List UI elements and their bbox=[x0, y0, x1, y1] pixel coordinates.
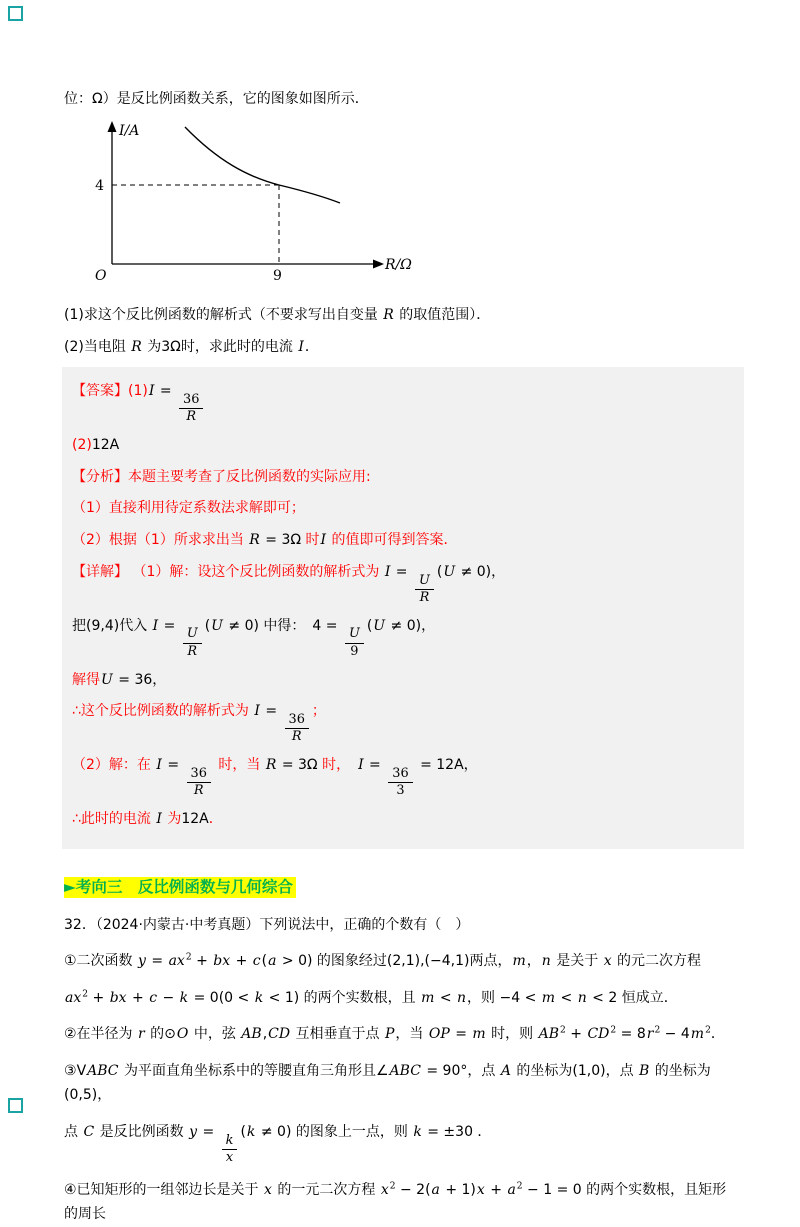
answer-line-analysis-2: （2）根据（1）所求求出当 R = 3Ω 时I 的值即可得到答案． bbox=[72, 532, 458, 549]
answer-box bbox=[62, 367, 744, 849]
x-axis-arrow-icon bbox=[373, 260, 384, 269]
problem-32 bbox=[64, 913, 740, 1227]
y-axis-label: I/A bbox=[119, 123, 140, 140]
answer-line-answer-2: (2)12A bbox=[72, 437, 120, 454]
y-axis-arrow-icon bbox=[108, 121, 117, 132]
hyperbola-curve bbox=[185, 127, 340, 203]
x-tick-label: 9 bbox=[273, 268, 282, 285]
problem-32-item-3-line-1: ③VABC 为平面直角坐标系中的等腰直角三角形且∠ABC = 90°，点 A 的坐标为(1,0)，点 B 的坐标为(0,5)， bbox=[64, 1062, 711, 1104]
section-heading-text: ►考向三 反比例函数与几何综合 bbox=[64, 877, 296, 898]
answer-line-detail-5: （2）解：在 I = $\frac{36}{R}$ 时，当 R = 3Ω 时， I = $\frac{36}{3}$ = 12A， bbox=[72, 757, 478, 799]
problem-32-item-2: ②在半径为 r 的⊙O 中，弦 AB,CD 互相垂直于点 P，当 OP = m 时，则 $AB^2 + CD^2 = 8r^2 - 4m^2$． bbox=[64, 1025, 725, 1043]
answer-line-answer-1: 【答案】(1)I = $\frac{36}{R}$ bbox=[72, 381, 734, 425]
problem-32-item-3-line-2: 点 C 是反比例函数 y = $\frac{k}{x}$ (k ≠ 0) 的图象上一点，则 k = ±30 ． bbox=[64, 1123, 492, 1165]
function-graph bbox=[82, 119, 740, 298]
section-heading bbox=[64, 875, 740, 897]
page-anchor-marker-top bbox=[8, 6, 23, 21]
intro-line: 位：Ω）是反比例函数关系，它的图象如图所示． bbox=[64, 91, 369, 107]
answer-line-detail-3: 解得U = 36， bbox=[72, 671, 167, 688]
question-1: (1)求这个反比例函数的解析式（不要求写出自变量 R 的取值范围）． bbox=[64, 307, 491, 324]
problem-32-item-1-line-2: $ax^2$ + bx + c − k = 0(0 < k < 1) 的两个实数根，且 m < n，则 −4 < m < n < 2 恒成立． bbox=[65, 989, 678, 1006]
answer-line-analysis-1: （1）直接利用待定系数法求解即可； bbox=[72, 500, 305, 517]
problem-32-item-4: ④已知矩形的一组邻边长是关于 x 的一元二次方程 $x^2 - 2(a + 1)x + a^2 - 1 = 0$ 的两个实数根，且矩形的周长 bbox=[64, 1181, 727, 1223]
problem-32-title: 32．（2024·内蒙古·中考真题）下列说法中，正确的个数有（ ） bbox=[64, 916, 470, 933]
x-axis-label: R/Ω bbox=[385, 257, 412, 274]
answer-line-detail-6: ∴此时的电流 I 为12A． bbox=[72, 811, 223, 828]
answer-line-detail-1: 【详解】 （1）解：设这个反比例函数的解析式为 I = $\frac{U}{R}$ (U ≠ 0)， bbox=[72, 563, 506, 605]
problem-32-item-1-line-1: ①二次函数 $y = ax^2$ + bx + c(a > 0) 的图象经过(2,1),(−4,1)两点，m，n 是关于 x 的元二次方程 bbox=[64, 952, 702, 970]
page-anchor-marker-bottom bbox=[8, 1098, 23, 1113]
answer-line-analysis: 【分析】本题主要考查了反比例函数的实际应用: bbox=[72, 468, 371, 485]
origin-label: O bbox=[95, 268, 107, 285]
answer-line-detail-2: 把(9,4)代入 I = $\frac{U}{R}$ (U ≠ 0) 中得： 4 = $\frac{U}{9}$ (U ≠ 0)， bbox=[72, 617, 436, 659]
answer-line-detail-4: ∴这个反比例函数的解析式为 I = $\frac{36}{R}$ ； bbox=[72, 703, 326, 745]
question-2: (2)当电阻 R 为3Ω时，求此时的电流 I． bbox=[64, 338, 319, 355]
y-tick-label: 4 bbox=[95, 178, 104, 195]
hyperbola-graph-svg bbox=[82, 119, 427, 294]
